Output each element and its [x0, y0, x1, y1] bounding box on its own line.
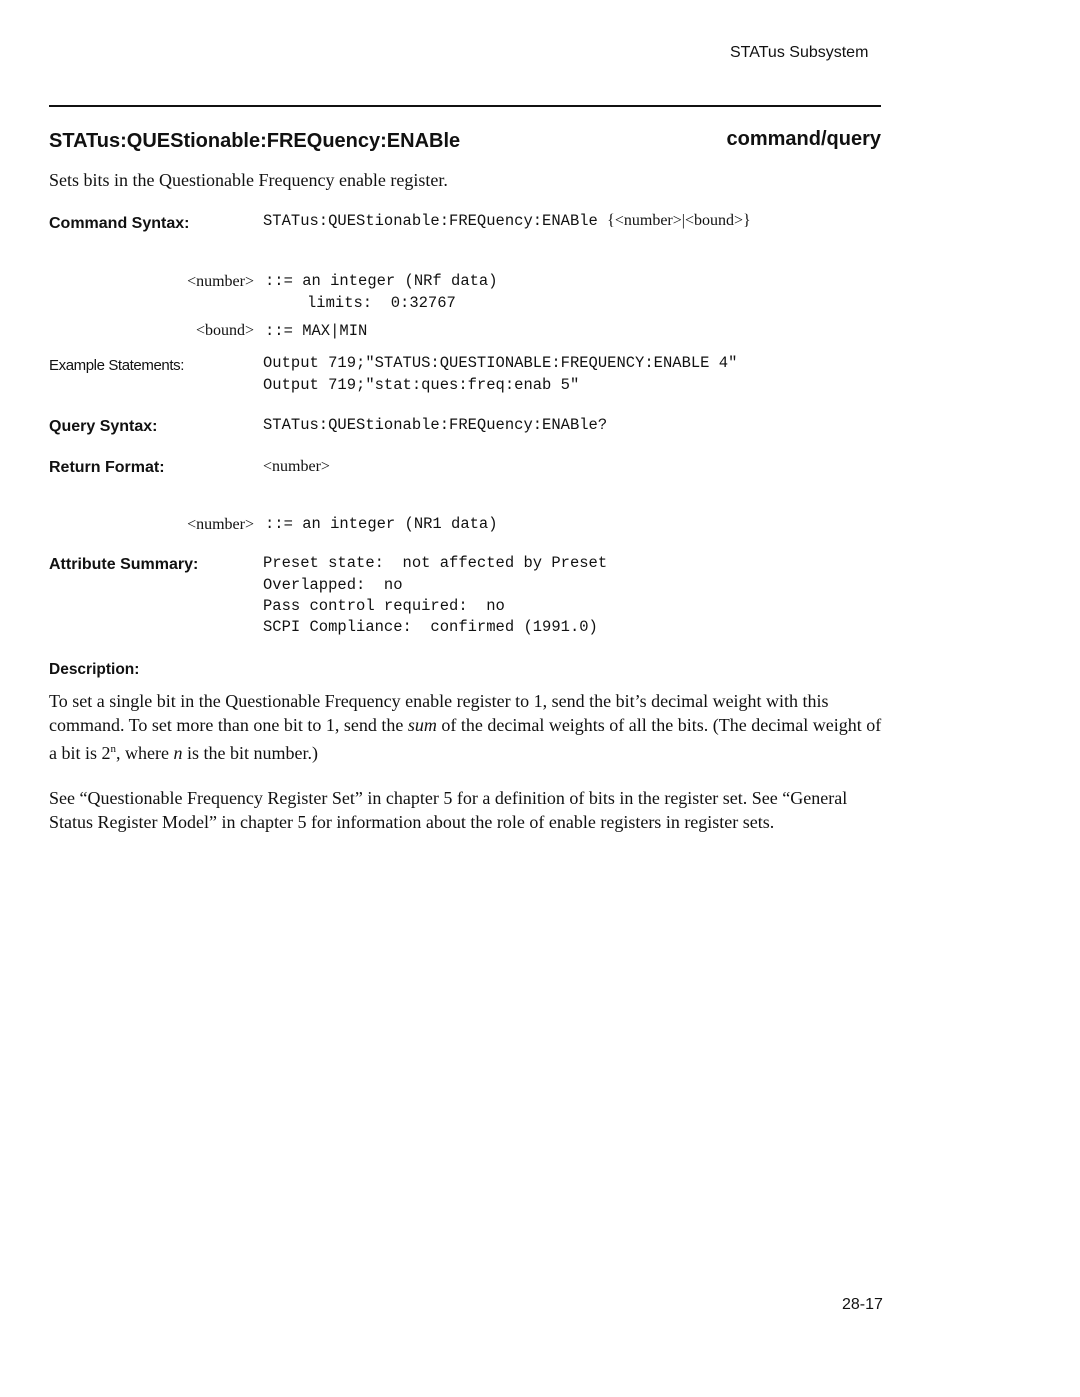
header-rule — [49, 105, 881, 107]
command-syntax-text: STATus:QUEStionable:FREQuency:ENABle — [263, 212, 598, 230]
example-statement-1: Output 719;"STATUS:QUESTIONABLE:FREQUENCY:ENABLE 4" — [263, 354, 738, 372]
query-syntax-label: Query Syntax: — [49, 418, 158, 435]
number-limits: limits: 0:32767 — [307, 294, 456, 312]
description-label: Description: — [49, 661, 140, 678]
running-head: STATus Subsystem — [730, 44, 869, 61]
query-syntax-text: STATus:QUEStionable:FREQuency:ENABle? — [263, 416, 608, 434]
number-definition: ::= an integer (NRf data) — [265, 272, 498, 290]
attribute-overlapped: Overlapped: no — [263, 576, 403, 594]
description-paragraph-1 — [49, 689, 889, 765]
description-p1-part-a: To set a single bit in the Questionable Frequency enable register to 1, send the bit’s decimal weight with this command. To set more than one bit to 1, send the — [49, 691, 829, 735]
description-p1-exponent: n — [110, 743, 116, 755]
description-p1-part-d: is the bit number.) — [182, 743, 318, 763]
command-kind: command/query — [726, 128, 881, 150]
page-number: 28-17 — [842, 1296, 883, 1313]
return-number-definition: ::= an integer (NR1 data) — [265, 515, 498, 533]
description-paragraph-2: See “Questionable Frequency Register Set” in chapter 5 for a definition of bits in the register set. See “General Status Register Model” in chapter 5 for information about the role of enable registers in register sets. — [49, 788, 848, 832]
description-p1-sum: sum — [407, 715, 437, 735]
bound-definition: ::= MAX|MIN — [265, 322, 368, 340]
return-format-label: Return Format: — [49, 459, 165, 476]
description-p1-n: n — [173, 743, 183, 763]
command-syntax-label: Command Syntax: — [49, 215, 190, 232]
attribute-preset-state: Preset state: not affected by Preset — [263, 554, 608, 572]
example-statements-label: Example Statements: — [49, 357, 184, 374]
description-p1-part-b: of the decimal weights of all the bits. (The decimal weight of a bit is 2 — [49, 715, 882, 763]
attribute-scpi-compliance: SCPI Compliance: confirmed (1991.0) — [263, 618, 598, 636]
attribute-summary-label: Attribute Summary: — [49, 556, 199, 573]
example-statement-2: Output 719;"stat:ques:freq:enab 5" — [263, 376, 580, 394]
description-p1-part-c: , where — [116, 743, 174, 763]
syntax-arg-bound: <bound> — [684, 212, 744, 229]
syntax-brace-open: { — [607, 212, 615, 229]
syntax-separator: | — [681, 212, 685, 229]
return-number-tag: <number> — [187, 516, 254, 533]
syntax-brace-close: } — [743, 212, 751, 229]
command-syntax-line — [263, 212, 751, 230]
attribute-pass-control: Pass control required: no — [263, 597, 505, 615]
number-tag: <number> — [187, 273, 254, 290]
return-format-value: <number> — [263, 458, 330, 475]
bound-tag: <bound> — [195, 322, 254, 339]
syntax-arg-number: <number> — [614, 212, 682, 229]
intro-text: Sets bits in the Questionable Frequency enable register. — [49, 170, 448, 190]
command-title: STATus:QUEStionable:FREQuency:ENABle — [49, 130, 461, 152]
